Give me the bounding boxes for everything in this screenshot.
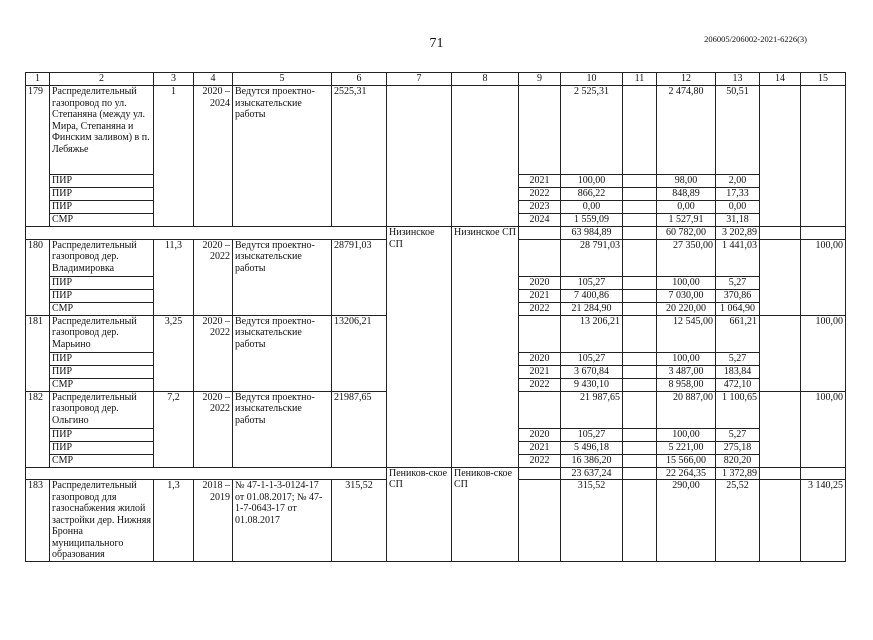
stage-total: 9 430,10 <box>561 378 623 391</box>
summary-row <box>26 467 846 480</box>
col15-cell: 100,00 <box>801 391 846 467</box>
total-cost: 28 791,03 <box>561 239 623 276</box>
stage-regional: 1 527,91 <box>657 214 716 227</box>
object-name: Распределительный газопровод по ул. Степаняна (между ул. Мира, Степаняна и Финским заливом) в п. Лебяжье <box>50 86 154 175</box>
year-cell <box>519 239 561 276</box>
col11-cell <box>623 175 657 188</box>
object-name: Распределительный газопровод дер. Владимировка <box>50 239 154 276</box>
object-status: Ведутся проектно-изыскательские работы <box>233 315 332 391</box>
local-funds: 25,52 <box>716 480 760 562</box>
column-header: 6 <box>332 73 387 86</box>
local-funds: 1 100,65 <box>716 391 760 428</box>
stage-year: 2020 <box>519 352 561 365</box>
col15-cell <box>801 227 846 240</box>
stage-local: 2,00 <box>716 175 760 188</box>
object-name: Распределительный газопровод дер. Марьино <box>50 315 154 352</box>
object-years: 2018 – 2019 <box>194 480 233 562</box>
col11-cell <box>623 227 657 240</box>
stage-total: 0,00 <box>561 201 623 214</box>
summary-row <box>26 227 846 240</box>
year-cell <box>519 391 561 428</box>
col11-cell <box>623 315 657 352</box>
stage-local: 472,10 <box>716 378 760 391</box>
stage-regional: 20 220,00 <box>657 302 716 315</box>
column-header: 7 <box>387 73 452 86</box>
col11-cell <box>623 428 657 441</box>
col15-cell: 3 140,25 <box>801 480 846 562</box>
regional-funds: 27 350,00 <box>657 239 716 276</box>
stage-year: 2020 <box>519 428 561 441</box>
summary-total: 63 984,89 <box>561 227 623 240</box>
object-length: 11,3 <box>154 239 194 315</box>
object-number: 183 <box>26 480 50 562</box>
stage-regional: 7 030,00 <box>657 289 716 302</box>
stage-year: 2021 <box>519 441 561 454</box>
summary-blank <box>26 227 387 240</box>
stage-regional: 98,00 <box>657 175 716 188</box>
col11-cell <box>623 365 657 378</box>
col11-cell <box>623 352 657 365</box>
local-funds: 50,51 <box>716 86 760 175</box>
col15-cell: 100,00 <box>801 239 846 315</box>
stage-local: 0,00 <box>716 201 760 214</box>
stage-name: ПИР <box>50 352 154 365</box>
object-cost: 13206,21 <box>332 315 387 391</box>
stage-year: 2021 <box>519 175 561 188</box>
column-header: 14 <box>760 73 801 86</box>
regional-funds: 2 474,80 <box>657 86 716 175</box>
object-status: Ведутся проектно-изыскательские работы <box>233 391 332 467</box>
stage-total: 105,27 <box>561 352 623 365</box>
col11-cell <box>623 276 657 289</box>
column-header: 4 <box>194 73 233 86</box>
object-row <box>26 86 846 175</box>
object-cost: 21987,65 <box>332 391 387 467</box>
stage-regional: 3 487,00 <box>657 365 716 378</box>
stage-year: 2020 <box>519 276 561 289</box>
col14-cell <box>760 315 801 391</box>
col14-cell <box>760 467 801 480</box>
stage-total: 100,00 <box>561 175 623 188</box>
stage-year: 2022 <box>519 302 561 315</box>
header-row <box>26 73 846 86</box>
col15-cell: 100,00 <box>801 315 846 391</box>
col14-cell <box>760 239 801 315</box>
investment-table <box>25 72 846 562</box>
summary-regional: 60 782,00 <box>657 227 716 240</box>
stage-name: ПИР <box>50 201 154 214</box>
summary-local: 1 372,89 <box>716 467 760 480</box>
stage-local: 5,27 <box>716 428 760 441</box>
stage-year: 2022 <box>519 378 561 391</box>
column-header: 5 <box>233 73 332 86</box>
object-status: Ведутся проектно-изыскательские работы <box>233 239 332 315</box>
municipality-cell: Низинское СП <box>452 227 519 468</box>
stage-local: 820,20 <box>716 454 760 467</box>
column-header: 9 <box>519 73 561 86</box>
column-header: 13 <box>716 73 760 86</box>
local-funds: 661,21 <box>716 315 760 352</box>
stage-name: ПИР <box>50 365 154 378</box>
stage-total: 105,27 <box>561 428 623 441</box>
object-name: Распределительный газопровод для газоснабжения жилой застройки дер. Нижняя Бронна муниципального образования <box>50 480 154 562</box>
year-cell <box>519 86 561 175</box>
stage-name: СМР <box>50 214 154 227</box>
object-length: 3,25 <box>154 315 194 391</box>
stage-name: СМР <box>50 378 154 391</box>
col11-cell <box>623 454 657 467</box>
year-cell <box>519 467 561 480</box>
stage-local: 17,33 <box>716 188 760 201</box>
stage-name: ПИР <box>50 188 154 201</box>
document-code: 206005/206002-2021-6226(3) <box>704 34 807 44</box>
regional-funds: 290,00 <box>657 480 716 562</box>
stage-total: 3 670,84 <box>561 365 623 378</box>
stage-total: 7 400,86 <box>561 289 623 302</box>
total-cost: 13 206,21 <box>561 315 623 352</box>
total-cost: 21 987,65 <box>561 391 623 428</box>
regional-funds: 12 545,00 <box>657 315 716 352</box>
col11-cell <box>623 441 657 454</box>
stage-local: 31,18 <box>716 214 760 227</box>
col11-cell <box>623 391 657 428</box>
stage-total: 105,27 <box>561 276 623 289</box>
object-number: 179 <box>26 86 50 227</box>
total-cost: 315,52 <box>561 480 623 562</box>
col11-cell <box>623 214 657 227</box>
stage-name: ПИР <box>50 175 154 188</box>
object-years: 2020 – 2024 <box>194 86 233 227</box>
stage-year: 2024 <box>519 214 561 227</box>
col11-cell <box>623 480 657 562</box>
col11-cell <box>623 201 657 214</box>
municipality-cell: Пеников-ское СП <box>387 467 452 561</box>
stage-regional: 100,00 <box>657 428 716 441</box>
stage-year: 2022 <box>519 188 561 201</box>
stage-name: СМР <box>50 302 154 315</box>
stage-regional: 100,00 <box>657 352 716 365</box>
local-funds: 1 441,03 <box>716 239 760 276</box>
year-cell <box>519 480 561 562</box>
col11-cell <box>623 302 657 315</box>
page-number: 71 <box>429 36 444 51</box>
regional-funds: 20 887,00 <box>657 391 716 428</box>
summary-blank <box>26 467 387 480</box>
stage-name: СМР <box>50 454 154 467</box>
stage-total: 21 284,90 <box>561 302 623 315</box>
stage-name: ПИР <box>50 441 154 454</box>
year-cell <box>519 315 561 352</box>
col11-cell <box>623 289 657 302</box>
stage-local: 1 064,90 <box>716 302 760 315</box>
stage-regional: 100,00 <box>657 276 716 289</box>
summary-total: 23 637,24 <box>561 467 623 480</box>
col15-cell <box>801 86 846 227</box>
stage-local: 5,27 <box>716 276 760 289</box>
object-cost: 315,52 <box>332 480 387 562</box>
stage-local: 183,84 <box>716 365 760 378</box>
column-header: 10 <box>561 73 623 86</box>
col14-cell <box>760 391 801 467</box>
column-header: 2 <box>50 73 154 86</box>
stage-total: 16 386,20 <box>561 454 623 467</box>
object-number: 182 <box>26 391 50 467</box>
object-years: 2020 – 2022 <box>194 315 233 391</box>
stage-name: ПИР <box>50 289 154 302</box>
stage-name: ПИР <box>50 276 154 289</box>
stage-regional: 15 566,00 <box>657 454 716 467</box>
col14-cell <box>760 480 801 562</box>
col11-cell <box>623 467 657 480</box>
stage-total: 5 496,18 <box>561 441 623 454</box>
col14-cell <box>760 227 801 240</box>
column-header: 8 <box>452 73 519 86</box>
stage-year: 2021 <box>519 365 561 378</box>
stage-regional: 5 221,00 <box>657 441 716 454</box>
summary-regional: 22 264,35 <box>657 467 716 480</box>
col15-cell <box>801 467 846 480</box>
stage-total: 866,22 <box>561 188 623 201</box>
stage-regional: 8 958,00 <box>657 378 716 391</box>
object-name: Распределительный газопровод дер. Ольгино <box>50 391 154 428</box>
municipality-cell: Пеников-ское СП <box>452 467 519 561</box>
column-header: 3 <box>154 73 194 86</box>
stage-regional: 0,00 <box>657 201 716 214</box>
stage-local: 275,18 <box>716 441 760 454</box>
object-years: 2020 – 2022 <box>194 239 233 315</box>
column-header: 12 <box>657 73 716 86</box>
stage-total: 1 559,09 <box>561 214 623 227</box>
col11-cell <box>623 86 657 175</box>
column-header: 15 <box>801 73 846 86</box>
object-cost: 2525,31 <box>332 86 387 227</box>
column-header: 1 <box>26 73 50 86</box>
stage-year: 2023 <box>519 201 561 214</box>
object-cost: 28791,03 <box>332 239 387 315</box>
year-cell <box>519 227 561 240</box>
col11-cell <box>623 239 657 276</box>
stage-regional: 848,89 <box>657 188 716 201</box>
col11-cell <box>623 188 657 201</box>
municipality-cell: Низинское СП <box>387 227 452 468</box>
municipality-cell <box>387 86 452 227</box>
total-cost: 2 525,31 <box>561 86 623 175</box>
object-status: Ведутся проектно-изыскательские работы <box>233 86 332 227</box>
object-years: 2020 – 2022 <box>194 391 233 467</box>
stage-local: 370,86 <box>716 289 760 302</box>
stage-local: 5,27 <box>716 352 760 365</box>
col11-cell <box>623 378 657 391</box>
municipality-cell <box>452 86 519 227</box>
object-length: 1 <box>154 86 194 227</box>
column-header: 11 <box>623 73 657 86</box>
object-length: 7,2 <box>154 391 194 467</box>
object-number: 181 <box>26 315 50 391</box>
object-number: 180 <box>26 239 50 315</box>
stage-name: ПИР <box>50 428 154 441</box>
object-status: № 47-1-1-3-0124-17 от 01.08.2017; № 47-1-7-0643-17 от 01.08.2017 <box>233 480 332 562</box>
object-length: 1,3 <box>154 480 194 562</box>
col14-cell <box>760 86 801 227</box>
summary-local: 3 202,89 <box>716 227 760 240</box>
stage-year: 2021 <box>519 289 561 302</box>
stage-year: 2022 <box>519 454 561 467</box>
